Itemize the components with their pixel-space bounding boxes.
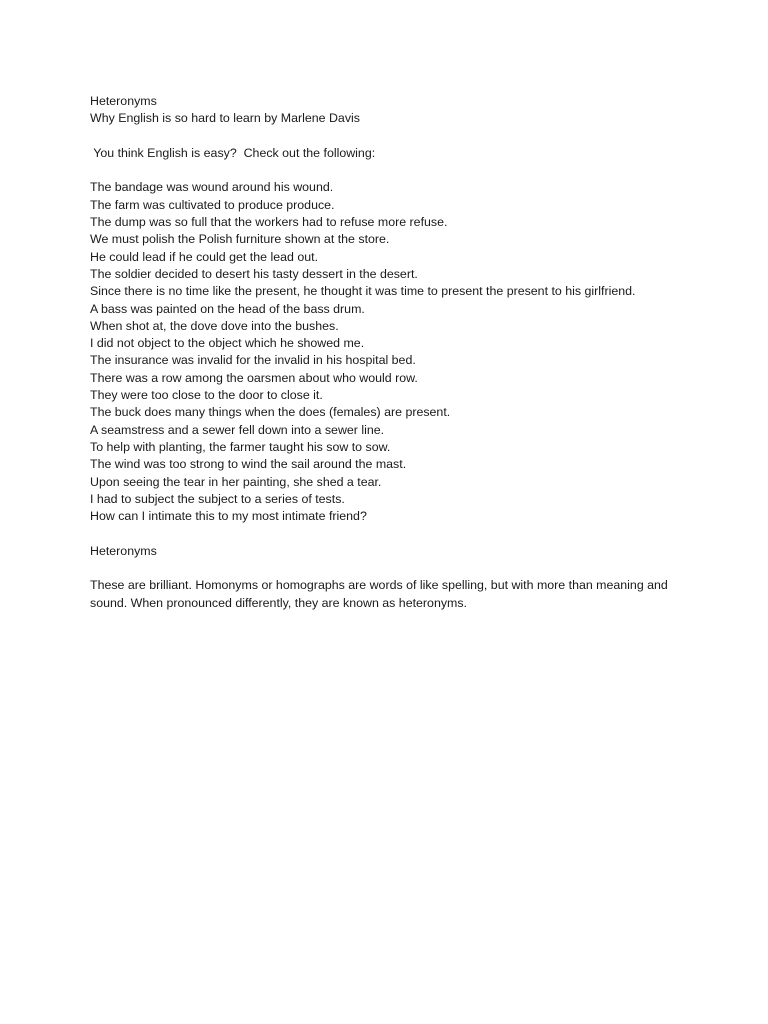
sentence-line: A seamstress and a sewer fell down into a sewer line.: [90, 422, 385, 437]
sentence-line: The buck does many things when the does (females) are present.: [90, 405, 451, 420]
sentence-line: There was a row among the oarsmen about who would row.: [90, 370, 418, 385]
document-title: Heteronyms: [90, 94, 157, 108]
document-subtitle: Why English is so hard to learn by Marlene Davis: [90, 111, 360, 126]
section-heading: Heteronyms: [90, 543, 157, 558]
sentence-line: They were too close to the door to close it.: [90, 388, 323, 403]
sentence-line: The soldier decided to desert his tasty dessert in the desert.: [90, 266, 418, 281]
sentence-list: [90, 179, 710, 525]
document-page: [90, 93, 710, 612]
sentence-line: I did not object to the object which he showed me.: [90, 336, 365, 351]
sentence-line: Upon seeing the tear in her painting, she shed a tear.: [90, 474, 382, 489]
sentence-line: I had to subject the subject to a series of tests.: [90, 491, 345, 506]
sentence-line: The bandage was wound around his wound.: [90, 180, 334, 195]
closing-paragraph: These are brilliant. Homonyms or homographs are words of like spelling, but with more than meaning and sound. When pronounced differently, they are known as heteronyms.: [90, 578, 668, 610]
sentence-line: Since there is no time like the present, he thought it was time to present the present to his girlfriend.: [90, 284, 636, 299]
sentence-line: When shot at, the dove dove into the bushes.: [90, 318, 339, 333]
sentence-line: To help with planting, the farmer taught his sow to sow.: [90, 439, 391, 454]
sentence-line: How can I intimate this to my most intimate friend?: [90, 509, 367, 524]
blank-line: [90, 560, 710, 577]
intro-line: You think English is easy? Check out the following:: [90, 145, 376, 160]
sentence-line: He could lead if he could get the lead out.: [90, 249, 319, 264]
blank-line: [90, 525, 710, 542]
sentence-line: The farm was cultivated to produce produce.: [90, 197, 335, 212]
blank-line: [90, 128, 710, 145]
sentence-line: The wind was too strong to wind the sail around the mast.: [90, 457, 407, 472]
sentence-line: The dump was so full that the workers had to refuse more refuse.: [90, 215, 448, 230]
sentence-line: The insurance was invalid for the invalid in his hospital bed.: [90, 353, 416, 368]
sentence-line: We must polish the Polish furniture shown at the store.: [90, 232, 390, 247]
blank-line: [90, 162, 710, 179]
sentence-line: A bass was painted on the head of the bass drum.: [90, 301, 365, 316]
